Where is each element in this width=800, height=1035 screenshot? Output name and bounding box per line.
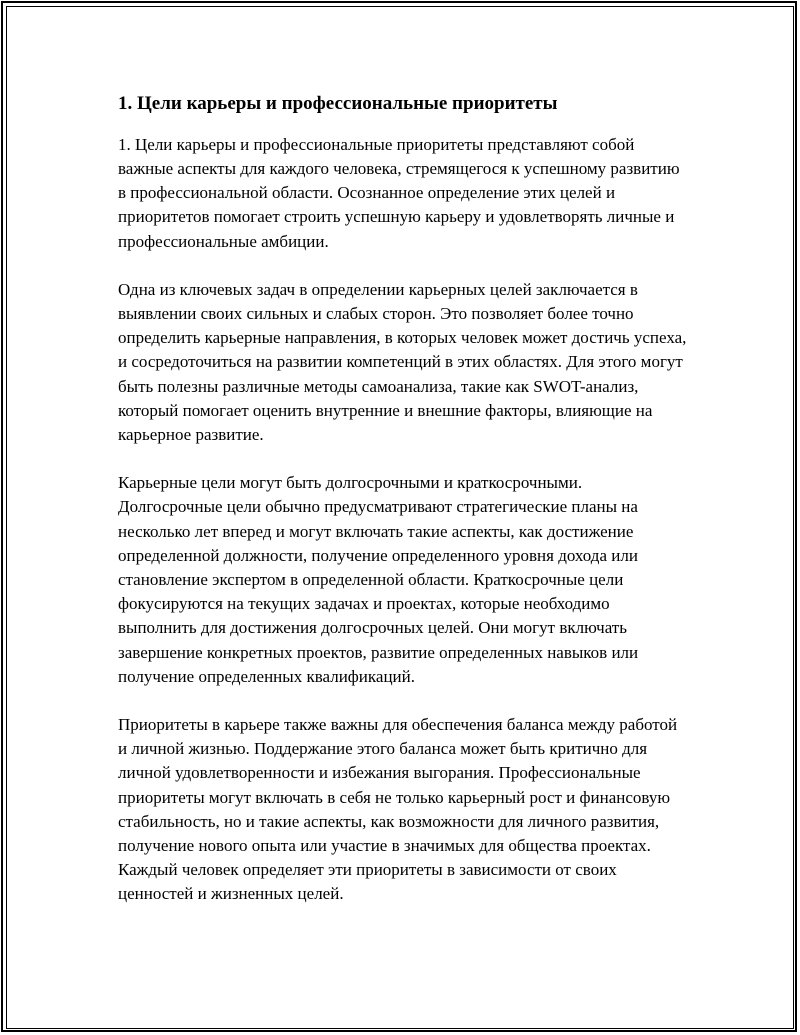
paragraph-priorities: Приоритеты в карьере также важны для обеспечения баланса между работой и личной жизнью. Поддержание этого баланса может быть критично для личной удовлетворенности и избежания выгорания. Профессиональные приоритеты могут включать в себя не только карьерный рост и финансовую стабильность, но и такие аспекты, как возможности для личного развития, получение нового опыта или участие в значимых для общества проектах. Каждый человек определяет эти приоритеты в зависимости от своих ценностей и жизненных целей. bbox=[118, 714, 678, 904]
section-heading: 1. Цели карьеры и профессиональные приоритеты bbox=[118, 93, 558, 114]
paragraph-strengths: Одна из ключевых задач в определении карьерных целей заключается в выявлении своих сильных и слабых сторон. Это позволяет более точно определить карьерные направления, в которых человек может достичь успеха, и сосредоточиться на развитии компетенций в этих областях. Для этого могут быть полезны различные методы самоанализа, такие как SWOT-анализ, который помогает оценить внутренние и внешние факторы, влияющие на карьерное развитие. bbox=[118, 279, 687, 444]
paragraph-goal-types: Карьерные цели могут быть долгосрочными и краткосрочными. Долгосрочные цели обычно предусматривают стратегические планы на несколько лет вперед и могут включать такие аспекты, как достижение определенной должности, получение определенного уровня дохода или становление экспертом в определенной области. Краткосрочные цели фокусируются на текущих задачах и проектах, которые необходимо выполнить для достижения долгосрочных целей. Они могут включать завершение конкретных проектов, развитие определенных навыков или получение определенных квалификаций. bbox=[118, 473, 639, 686]
document-body bbox=[118, 92, 688, 931]
paragraph-intro: 1. Цели карьеры и профессиональные приоритеты представляют собой важные аспекты для каждого человека, стремящегося к успешному развитию в профессиональной области. Осознанное определение этих целей и приоритетов помогает строить успешную карьеру и удовлетворять личные и профессиональные амбиции. bbox=[118, 134, 680, 251]
